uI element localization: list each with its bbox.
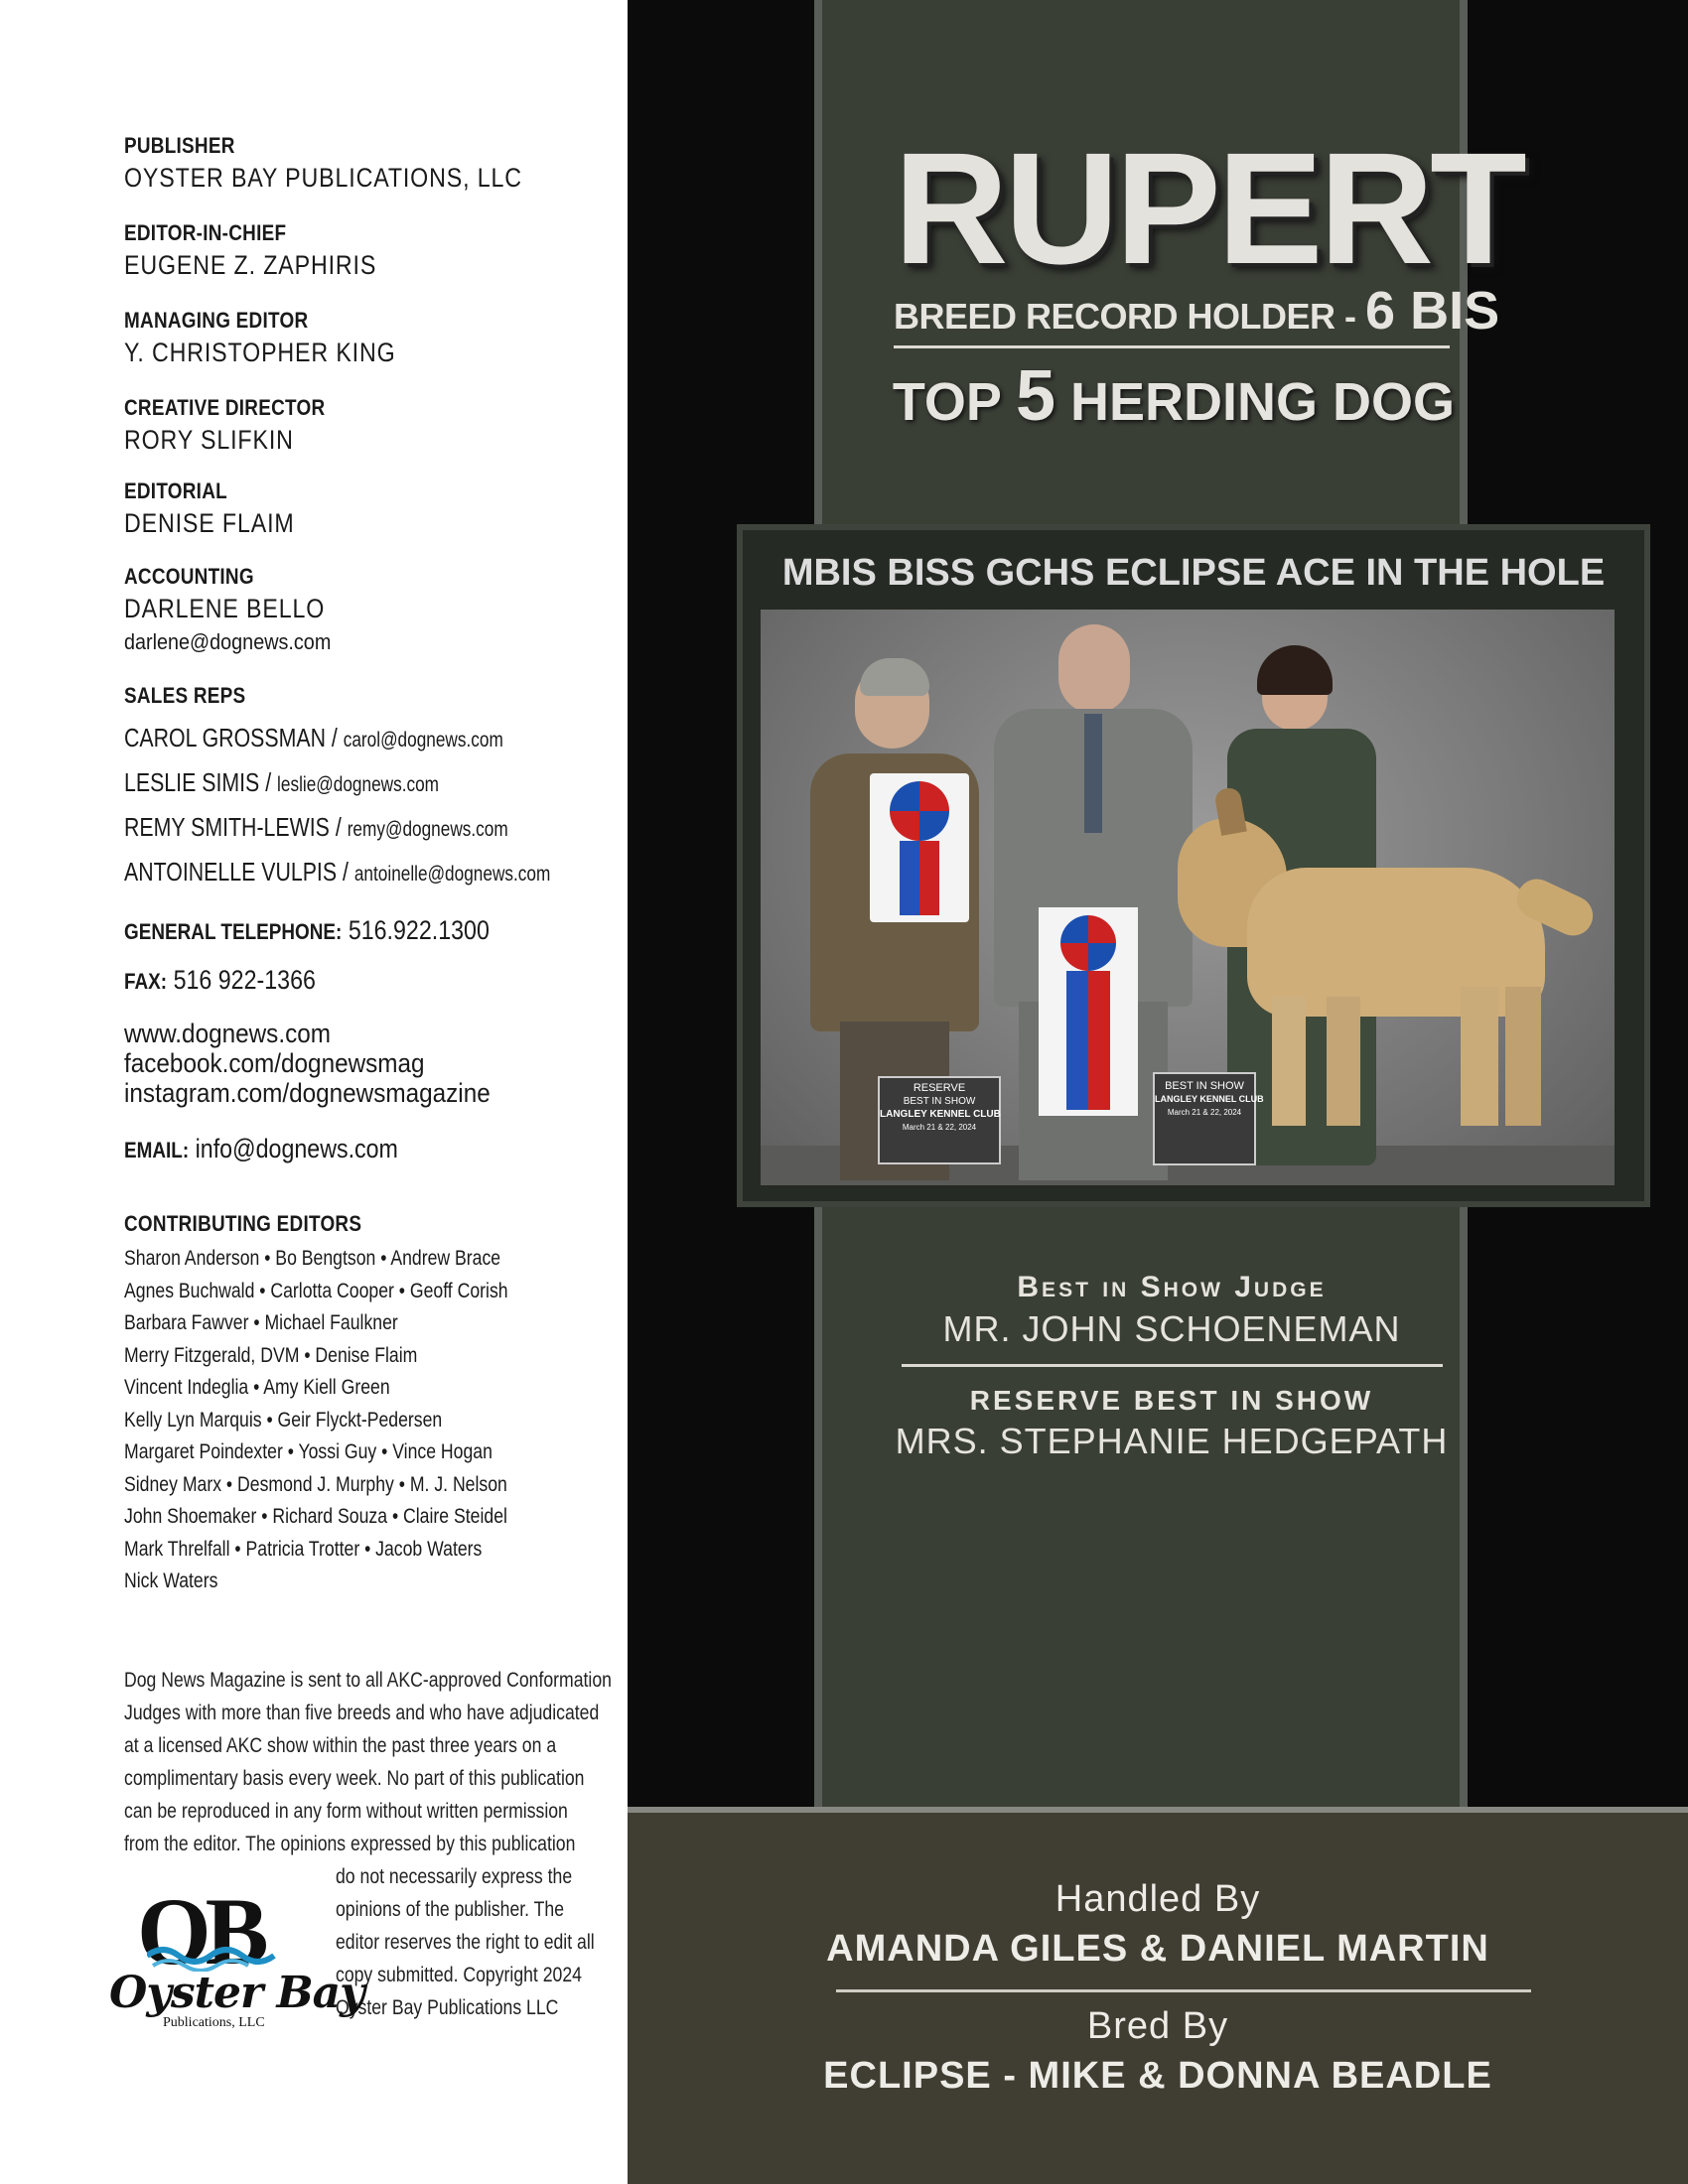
sales-rep: LESLIE SIMIS / leslie@dognews.com <box>124 767 440 797</box>
handlers-names: AMANDA GILES & DANIEL MARTIN <box>826 1928 1489 1970</box>
list-item: Sharon Anderson • Bo Bengtson • Andrew Brace <box>124 1247 501 1270</box>
credits-band <box>628 1813 1688 2184</box>
reserve-judge-name: MRS. STEPHANIE HEDGEPATH <box>895 1421 1449 1461</box>
sales-rep-email[interactable]: carol@dognews.com <box>343 729 503 751</box>
divider <box>902 1364 1443 1367</box>
handled-by-label: Handled By <box>1055 1878 1261 1920</box>
facebook-link[interactable]: facebook.com/dognewsmag <box>124 1048 425 1078</box>
email-link[interactable]: info@dognews.com <box>195 1134 398 1163</box>
list-item: Sidney Marx • Desmond J. Murphy • M. J. Nelson <box>124 1472 507 1496</box>
sales-reps-label: SALES REPS <box>124 683 246 708</box>
breed-record-line: BREED RECORD HOLDER - 6 BIS <box>894 281 1500 341</box>
website-link[interactable]: www.dognews.com <box>124 1019 331 1048</box>
instagram-link[interactable]: instagram.com/dognewsmagazine <box>124 1078 491 1108</box>
sales-rep: ANTOINELLE VULPIS / antoinelle@dognews.com <box>124 857 551 887</box>
contributing-editors-list <box>124 1243 581 1598</box>
top-herding-line: TOP 5 HERDING DOG <box>892 356 1456 436</box>
list-item: John Shoemaker • Richard Souza • Claire Steidel <box>124 1505 507 1528</box>
disclaimer-text: Dog News Magazine is sent to all AKC-approved Conformation Judges with more than five breeds and who have adjudicated at a licensed AKC show within the past three years on a complimentary basis every week. No part of this publication can be reproduced in any form without written permission from the editor. The opinions expressed by this publication <box>124 1668 612 1855</box>
accounting-name: DARLENE BELLO <box>124 594 326 623</box>
editor-name: EUGENE Z. ZAPHIRIS <box>124 250 377 280</box>
reserve-judge-label: RESERVE BEST IN SHOW <box>969 1385 1374 1416</box>
fax: FAX: 516 922-1366 <box>124 965 316 995</box>
reserve-best-in-show-sign: RESERVE BEST IN SHOW LANGLEY KENNEL CLUB March 21 & 22, 2024 <box>878 1076 1001 1164</box>
creative-director-label: CREATIVE DIRECTOR <box>124 395 326 420</box>
managing-editor-name: Y. CHRISTOPHER KING <box>124 338 396 367</box>
masthead <box>0 0 628 2184</box>
list-item: Kelly Lyn Marquis • Geir Flyckt-Pedersen <box>124 1408 443 1432</box>
list-item: Barbara Fawver • Michael Faulkner <box>124 1311 398 1334</box>
sales-rep: CAROL GROSSMAN / carol@dognews.com <box>124 723 503 752</box>
oyster-bay-logo: OB Oyster Bay Publications, LLC <box>109 1878 364 2030</box>
email-contact: EMAIL: info@dognews.com <box>124 1134 398 1163</box>
sales-rep: REMY SMITH-LEWIS / remy@dognews.com <box>124 812 508 842</box>
managing-editor-label: MANAGING EDITOR <box>124 308 309 333</box>
bis-judge-name: MR. JOHN SCHOENEMAN <box>942 1308 1401 1349</box>
publisher-label: PUBLISHER <box>124 133 235 158</box>
best-in-show-sign: BEST IN SHOW LANGLEY KENNEL CLUB March 21 & 22, 2024 <box>1153 1072 1256 1165</box>
bis-judge-label: Best in Show Judge <box>1017 1271 1327 1303</box>
dog-name-title: RUPERT <box>894 119 1523 297</box>
disclaimer-text-continued: do not necessarily express the opinions of the publisher. The editor reserves the right to edit all copy submitted. Copyright 2024 Oyster Bay Publications LLC <box>336 1864 595 2019</box>
win-photo-frame <box>737 524 1650 1207</box>
bred-by-label: Bred By <box>1086 2005 1229 2047</box>
accounting-label: ACCOUNTING <box>124 564 254 589</box>
sales-rep-email[interactable]: remy@dognews.com <box>347 818 508 841</box>
creative-director-name: RORY SLIFKIN <box>124 425 294 455</box>
photo-caption: MBIS BISS GCHS ECLIPSE ACE IN THE HOLE <box>781 552 1606 594</box>
judges-section <box>894 1271 1450 1462</box>
list-item: Agnes Buchwald • Carlotta Cooper • Geoff Corish <box>124 1279 508 1302</box>
rosette-icon <box>1039 907 1138 1116</box>
editorial-name: DENISE FLAIM <box>124 508 295 538</box>
divider <box>836 1989 1531 1992</box>
list-item: Nick Waters <box>124 1570 218 1592</box>
contributing-editors-label: CONTRIBUTING EDITORS <box>124 1211 362 1236</box>
editor-label: EDITOR-IN-CHIEF <box>124 220 287 245</box>
editorial-label: EDITORIAL <box>124 478 227 503</box>
divider <box>894 345 1450 348</box>
sales-rep-email[interactable]: antoinelle@dognews.com <box>353 863 551 886</box>
sales-rep-email[interactable]: leslie@dognews.com <box>277 773 440 796</box>
rosette-icon <box>870 773 969 922</box>
publisher-name: OYSTER BAY PUBLICATIONS, LLC <box>124 163 522 193</box>
list-item: Vincent Indeglia • Amy Kiell Green <box>124 1376 390 1399</box>
list-item: Margaret Poindexter • Yossi Guy • Vince Hogan <box>124 1440 492 1463</box>
list-item: Merry Fitzgerald, DVM • Denise Flaim <box>124 1343 418 1367</box>
advertisement-panel <box>628 0 1688 2184</box>
win-photo <box>761 610 1615 1185</box>
breeders-names: ECLIPSE - MIKE & DONNA BEADLE <box>823 2055 1492 2097</box>
general-telephone: GENERAL TELEPHONE: 516.922.1300 <box>124 915 490 945</box>
list-item: Mark Threlfall • Patricia Trotter • Jacob Waters <box>124 1537 483 1561</box>
accounting-email[interactable]: darlene@dognews.com <box>124 629 332 654</box>
